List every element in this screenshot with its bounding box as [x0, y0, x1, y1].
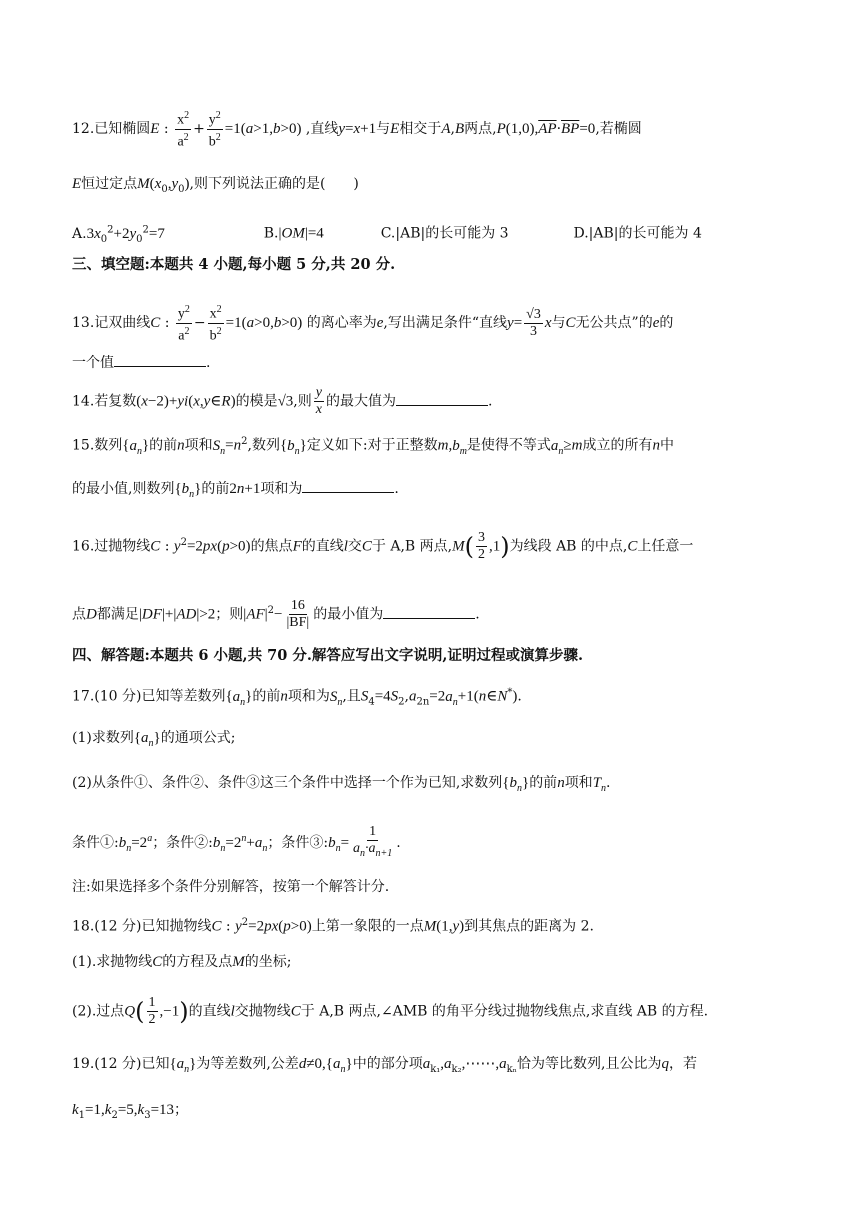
question-17: 17.(10 分)已知等差数列$\{a_n\}$的前n项和为$S_n$,且$S_4=4S_2,a_{2n}=2a_n+1(n\in N^*)$.: [72, 687, 522, 708]
q12-option-a: $A.3x_0^2+2y_0^2=7$: [72, 224, 165, 245]
q12-mid4: 两点,: [464, 121, 497, 138]
q15-prefix: 15.数列: [72, 437, 123, 454]
question-17-conditions: 条件$①:b_n=2^a$；条件$②:b_n=2^n+a_n$；条件$③:b_n=$ $\frac{1}{a_n\cdot a_{n+1}}$ .: [72, 824, 401, 859]
question-19: 19.(12 分)已知$\{a_n\}$为等差数列,公差$d\ne 0,\{a_n\}$中的部分项$a_{k_1},a_{k_2},\cdots\cdots,a_{k_n}$恰为等比数列,且公比为q，若: [72, 1056, 697, 1075]
q13-answer-blank[interactable]: [114, 352, 206, 367]
section-3-heading: 三、填空题:本题共 4 小题,每小题 5 分,共 20 分.: [72, 256, 396, 273]
q13-mid: 的离心率为: [306, 315, 377, 332]
question-18-part1: (1).求抛物线C的方程及点M的坐标;: [72, 954, 292, 970]
section-4-heading: 四、解答题:本题共 6 小题,共 70 分.解答应写出文字说明,证明过程或演算步骤.: [72, 647, 584, 664]
q12-mid3: 相交于: [399, 121, 442, 138]
question-19-line2: $k_1=1,k_2=5,k_3=13$；: [72, 1102, 189, 1121]
question-16-line2: 点D都满足|DF|+|AD|>2；则$|AF|^2-$ $\frac{16}{|BF|}$ 的最小值为 .: [72, 598, 480, 630]
question-13: 13.记双曲线C : $\frac{y^2}{a^2}$ − $\frac{x^2}{b^2}$ =1(a>0,b>0) 的离心率为e,写出满足条件“直线y= $\frac{√3}{3}$ x与C无公共点”的e的: [72, 304, 674, 344]
question-12: 12.已知椭圆E : $\frac{x^2}{a^2}$ + $\frac{y^2}{b^2}$ =1(a>1,b>0) ,直线y=x+1与E相交于A,B两点$,P(1,0),\overline{AP}\cdot\overline{BP}=0$,若椭圆: [72, 110, 642, 150]
q13-line2: 一个值: [72, 355, 114, 371]
q12-end: ,若椭圆: [595, 121, 642, 138]
question-14: 14.若复数(x−2)+yi(x,y∈R)的模是√3,则 $\frac{y}{x}$ 的最大值为 .: [72, 385, 493, 417]
q19-prefix: 19.(12 分)已知: [72, 1056, 170, 1072]
q12-mid: ,直线: [305, 121, 339, 138]
q13-mid2: ,写出满足条件“直线: [383, 315, 508, 332]
question-12-line2: E恒过定点$M(x_0,y_0)$,则下列说法正确的是( ): [72, 176, 359, 195]
q12-line2-end: ,则下列说法正确的是( ): [189, 176, 359, 192]
q13-mid3: 与: [551, 315, 566, 332]
q12-option-b: B.|OM|=4: [263, 225, 324, 242]
question-12-options: [72, 220, 800, 249]
q14-mid: 的模是: [235, 393, 278, 410]
q12-prefix: 12.已知椭圆: [72, 121, 151, 138]
q12-option-d: D.|AB|的长可能为 4: [573, 225, 702, 242]
q14-end: 的最大值为: [325, 393, 396, 410]
q14-answer-blank[interactable]: [396, 391, 488, 406]
question-13-line2: 一个值 .: [72, 352, 800, 373]
q16-answer-blank[interactable]: [383, 604, 475, 619]
q14-prefix: 14.若复数: [72, 393, 137, 410]
question-18-part2: (2).过点Q( $\frac{1}{2}$ ,−1)的直线l交抛物线C于 A,B 两点,∠AMB 的角平分线过抛物线焦点,求直线 AB 的方程.: [72, 995, 709, 1027]
question-17-part1: (1)求数列$\{a_n\}$的通项公式;: [72, 730, 236, 749]
question-17-note: 注:如果选择多个条件分别解答，按第一个解答计分.: [72, 879, 390, 895]
q14-mid2: ,则: [293, 393, 312, 410]
question-15-line2: 的最小值,则数列$\{b_n\}$的前2n+1项和为 .: [72, 478, 800, 505]
question-17-part2: (2)从条件①、条件②、条件③这三个条件中选择一个作为已知,求数列$\{b_n\}$的前n项和$T_n$.: [72, 775, 611, 794]
q15-answer-blank[interactable]: [302, 478, 394, 493]
q18-prefix: 18.(12 分)已知抛物线: [72, 918, 212, 935]
q17-prefix: 17.(10 分)已知等差数列: [72, 688, 226, 705]
q13-mid4: 无公共点”的: [575, 315, 653, 332]
q12-option-c: C.|AB|的长可能为 3: [380, 225, 509, 242]
question-18: 18.(12 分)已知抛物线C : $y^2=2px(p>0)$上第一象限的一点M(1,y)到其焦点的距离为 2.: [72, 917, 594, 935]
q13-prefix: 13.记双曲线: [72, 315, 151, 332]
q13-end: 的: [659, 315, 674, 332]
question-16: 16.过抛物线C : $y^2=2px(p>0)$的焦点F的直线l交C于 A,B 两点,M( $\frac{3}{2}$ ,1)为线段 AB 的中点,C上任意一: [72, 530, 694, 562]
q15-line2: 的最小值,则数列: [72, 481, 175, 497]
q12-line2-prefix: 恒过定点: [81, 176, 138, 192]
q16-prefix: 16.过抛物线: [72, 538, 151, 555]
q12-mid2: 与: [376, 121, 391, 138]
question-15: 15.数列$\{a_n\}$的前n项和$S_n=n^2$,数列$\{b_n\}$定义如下:对于正整数$m,b_m$是使得不等式$a_n\ge m$成立的所有n中: [72, 436, 674, 457]
